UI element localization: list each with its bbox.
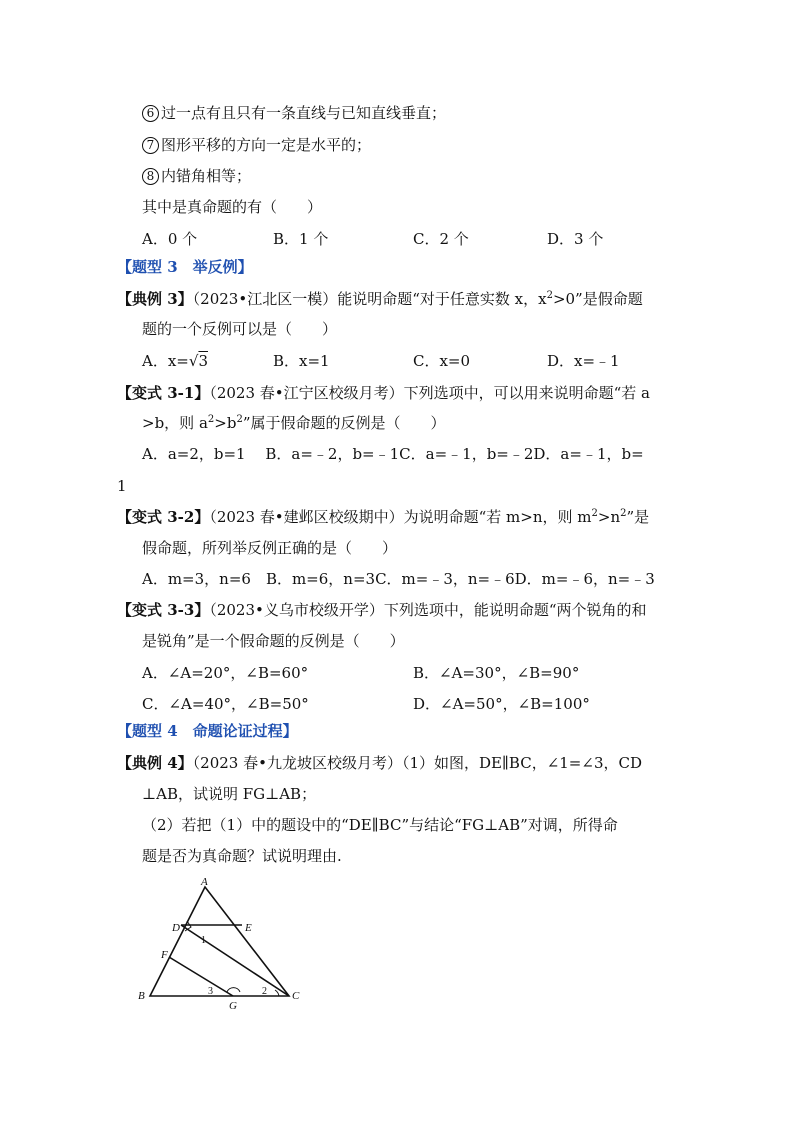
superscript: 2 [236,414,243,425]
label-c: C [292,990,300,1002]
section-heading-4: 【题型 4 命题论证过程】 [117,722,298,740]
segment-dc [181,925,289,996]
angle-3-arc [227,988,240,992]
variant-3-3-line-2: 是锐角”是一个假命题的反例是（ ） [142,632,405,650]
variant-3-1-options: A．a=2，b=1 B．a=﹣2，b=﹣1C．a=﹣1，b=﹣2D．a=﹣1，b= [142,445,644,463]
example-4-line-4: 题是否为真命题？试说明理由. [142,847,342,865]
statement-text: 图形平移的方向一定是水平的； [161,136,372,154]
statement-text: 过一点有且只有一条直线与已知直线垂直； [161,104,447,122]
superscript: 2 [546,290,553,301]
segment-fg [169,957,233,996]
label-g: G [229,1000,237,1012]
variant-text: （2023•义乌市校级开学）下列选项中，能说明命题“两个锐角的和 [209,601,647,619]
option-label: A．x= [142,352,189,370]
example-tag: 【典例 4】 [117,754,193,772]
variant-text: >n [597,508,621,526]
example-4-line-3: （2）若把（1）中的题设中的“DE∥BC”与结论“FG⊥AB”对调，所得命 [142,816,618,834]
variant-3-2-options: A．m=3，n=6 B．m=6，n=3C．m=﹣3，n=﹣6D．m=﹣6，n=﹣3 [142,570,655,588]
variant-text: >b [214,414,237,432]
option-b: B．x=1 [273,352,330,370]
variant-text: ”属于假命题的反例是（ ） [242,414,446,432]
option-d: D．3 个 [547,230,604,248]
variant-3-1-overflow: 1 [117,477,127,495]
circled-number: 6 [142,105,159,122]
section-heading-3: 【题型 3 举反例】 [117,258,253,276]
option-a: A．∠A=20°，∠B=60° [142,664,309,682]
label-angle-2: 2 [262,986,267,997]
variant-tag: 【变式 3-2】 [117,508,210,526]
example-text: >0”是假命题 [552,290,643,308]
option-c: C．2 个 [413,230,469,248]
option-c: C．∠A=40°，∠B=50° [142,695,309,713]
example-3-line-2: 题的一个反例可以是（ ） [142,320,338,338]
radicand: 3 [198,352,208,370]
option-c: C．x=0 [413,352,471,370]
circled-number: 8 [142,168,159,185]
superscript: 2 [207,414,215,425]
variant-text: （2023 春•建邺区校级期中）为说明命题“若 m>n，则 m [209,508,592,526]
label-f: F [161,949,168,961]
superscript: 2 [620,508,627,519]
option-d: D．x=﹣1 [547,352,620,370]
example-text: （2023•江北区一模）能说明命题“对于任意实数 x，x [192,290,547,308]
example-tag: 【典例 3】 [117,290,193,308]
option-b: B．∠A=30°，∠B=90° [413,664,580,682]
sqrt-symbol: √ [188,352,199,370]
example-4-line-2: ⊥AB，试说明 FG⊥AB； [142,785,317,803]
variant-text: >b，则 a [142,414,208,432]
option-d: D．∠A=50°，∠B=100° [413,695,590,713]
label-d: D [172,922,180,934]
label-e: E [245,922,252,934]
variant-tag: 【变式 3-1】 [117,384,210,402]
variant-text: ”是 [626,508,650,526]
question-true-propositions: 其中是真命题的有（ ） [142,198,323,216]
example-text: （2023 春•九龙坡区校级月考）（1）如图，DE∥BC，∠1=∠3，CD [192,754,642,772]
option-b: B．1 个 [273,230,329,248]
angle-2-arc [275,990,279,996]
label-angle-3: 3 [208,986,213,997]
variant-tag: 【变式 3-3】 [117,601,210,619]
label-angle-1: 1 [201,935,206,946]
variant-3-2-line-2: 假命题，所列举反例正确的是（ ） [142,539,398,557]
variant-text: （2023 春•江宁区校级月考）下列选项中，可以用来说明命题“若 a [209,384,650,402]
statement-text: 内错角相等； [161,167,252,185]
option-a: A．0 个 [142,230,198,248]
superscript: 2 [591,508,598,519]
label-a: A [201,876,208,888]
circled-number: 7 [142,137,159,154]
triangle-abc [150,887,289,996]
label-b: B [138,990,145,1002]
